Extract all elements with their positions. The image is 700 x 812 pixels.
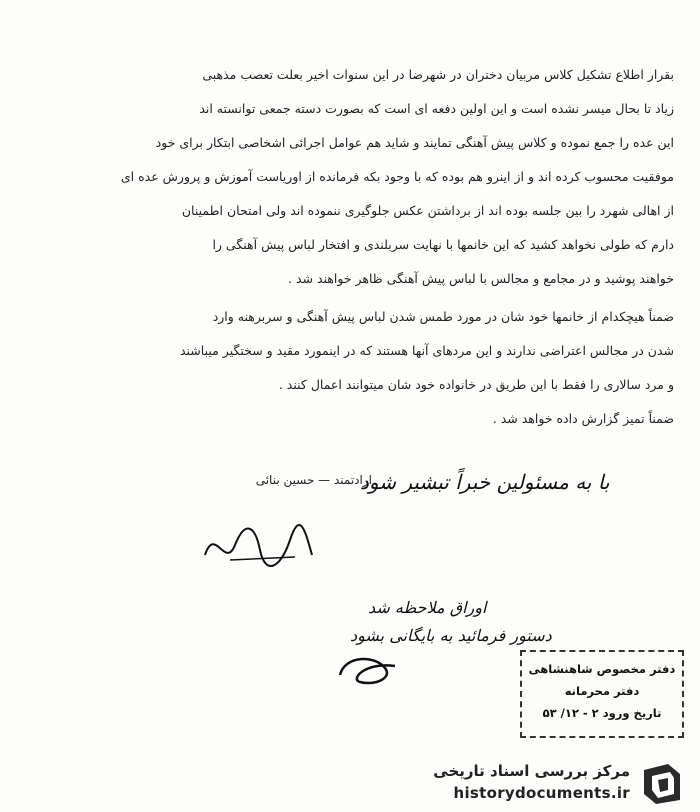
body-line: ضمناً تمیز گزارش داده خواهد شد . [492, 411, 674, 426]
stamp-line-department: دفتر محرمانه [564, 684, 640, 698]
body-line: شدن در مجالس اعتراضی ندارند و این مردهای آنها هستند که در اینمورد مقید و سختگیر میباشند [179, 343, 674, 358]
body-line: موفقیت محسوب کرده اند و از اینرو هم بوده که با وجود بکه فرمانده از اوریاست آموزش و پرورش عده ای [120, 169, 674, 184]
footer-url: historydocuments.ir [453, 784, 630, 802]
handwritten-note: با به مسئولین خبراً تبشیر شود [360, 470, 610, 494]
initial-scribble [335, 650, 405, 690]
handwritten-annotation-bottom: دستور فرمائید به بایگانی بشود [350, 626, 552, 645]
body-line: بقرار اطلاع تشکیل کلاس مربیان دختران در شهرضا در این سنوات اخیر بعلت تعصب مذهبی [202, 67, 674, 82]
signature-scribble [200, 515, 320, 575]
handwritten-annotation-top: اوراق ملاحظه شد [368, 598, 487, 617]
watermark-footer [400, 760, 690, 808]
body-line: ضمناً هیچکدام از خانمها خود شان در مورد طمس شدن لباس پیش آهنگی و سربرهنه وارد [212, 309, 674, 324]
stamp-line-date: تاریخ ورود ۲ - ۱۲/ ۵۳ [542, 706, 662, 720]
closing-signature-text: ارادتمند — حسین بنائی [255, 473, 372, 487]
office-stamp [520, 650, 684, 738]
archive-logo-icon [638, 762, 686, 806]
body-line: این عده را جمع نموده و کلاس پیش آهنگی تمایند و شاید هم عوامل اجرائی اشخاصی ابتکار برای خود [155, 135, 674, 150]
body-line: زیاد تا بحال میسر نشده است و این اولین دفعه ای است که بصورت دسته جمعی توانسته اند [199, 101, 674, 116]
body-line: دارم که طولی نخواهد کشید که این خانمها با نهایت سربلندی و افتخار لباس پیش آهنگی را [212, 237, 674, 252]
body-line: و مرد سالاری را فقط با این طریق در خانواده خود شان میتوانند اعمال کنند . [278, 377, 674, 392]
footer-title: مرکز بررسی اسناد تاریخی [433, 762, 630, 780]
letter-body [30, 58, 674, 436]
stamp-line-office: دفتر مخصوص شاهنشاهی [528, 662, 676, 676]
body-line: از اهالی شهرد را بین جلسه بوده اند از برداشتن عکس جلوگیری ننموده اند ولی امتحان اطمینان [181, 203, 674, 218]
body-line: خواهند پوشید و در مجامع و مجالس با لباس پیش آهنگی ظاهر خواهند شد . [288, 271, 674, 286]
